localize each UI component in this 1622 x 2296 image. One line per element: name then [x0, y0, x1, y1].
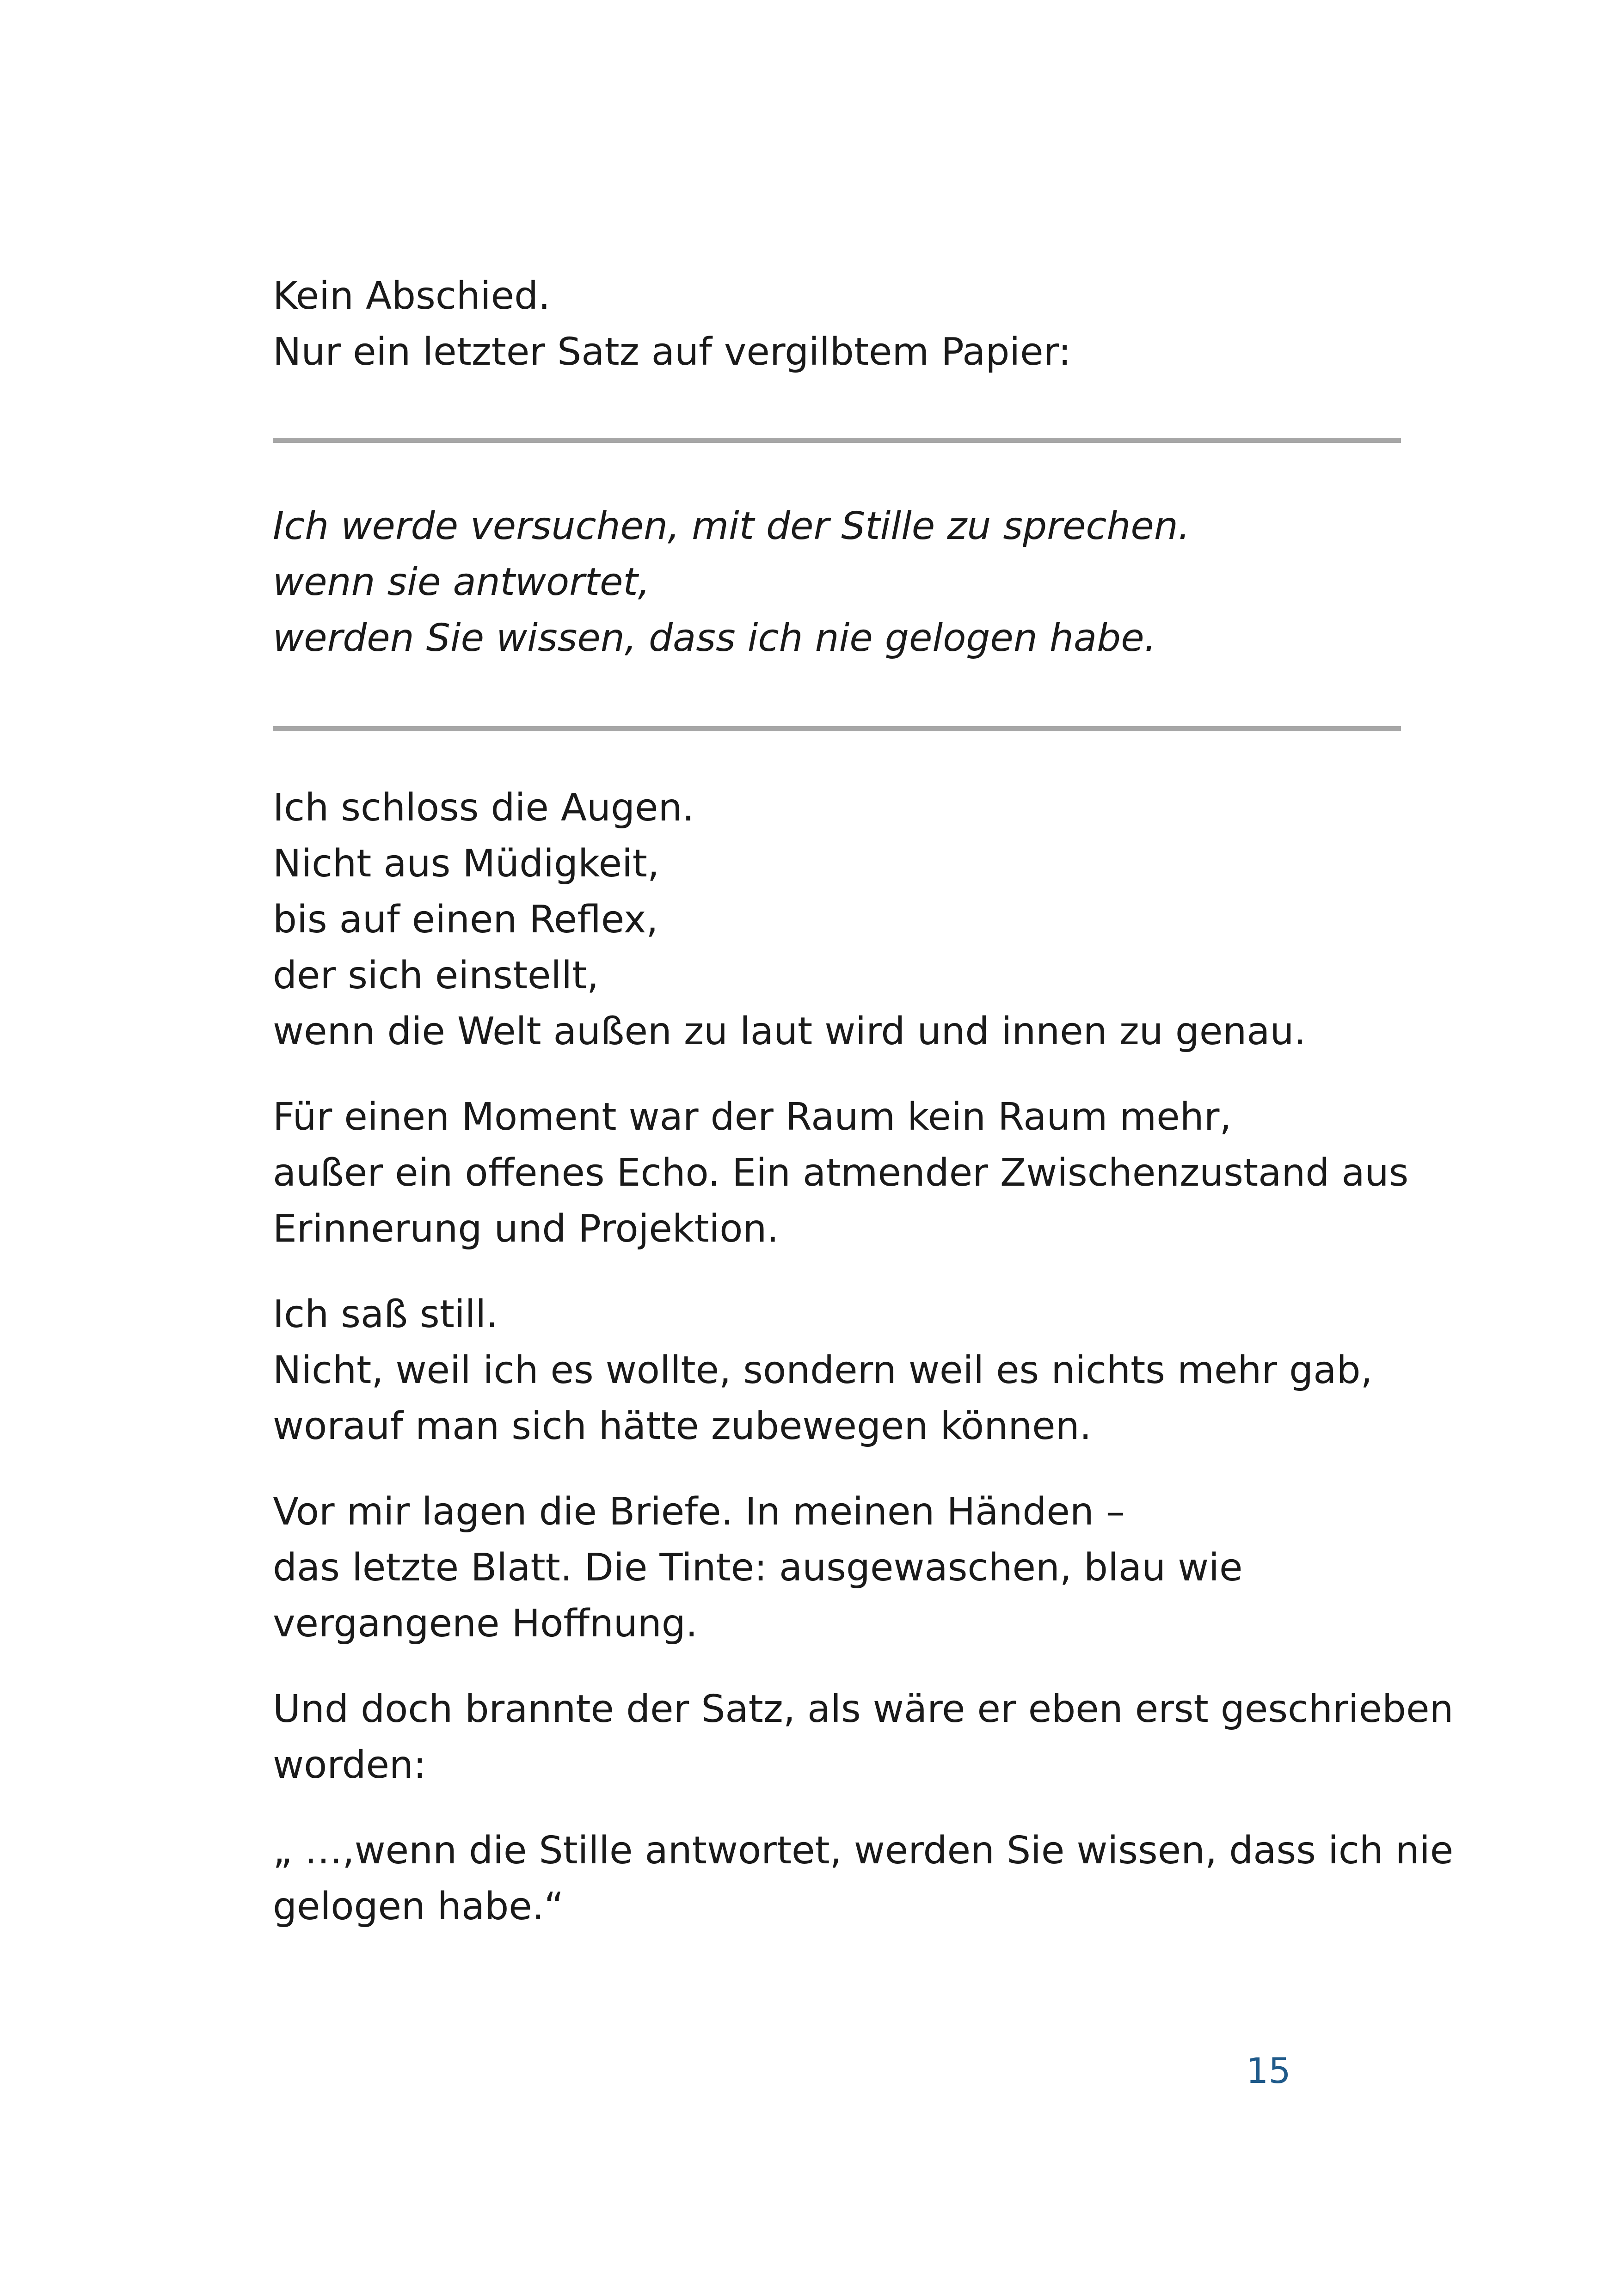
paragraph-line: Ich schloss die Augen.	[273, 786, 694, 830]
paragraph-line: das letzte Blatt. Die Tinte: ausgewaschen, blau wie	[273, 1546, 1243, 1590]
paragraph-line: außer ein offenes Echo. Ein atmender Zwischenzustand aus	[273, 1151, 1409, 1195]
paragraph-line: Nicht, weil ich es wollte, sondern weil es nichts mehr gab,	[273, 1348, 1373, 1392]
paragraph	[273, 1484, 1419, 1652]
page-number: 15	[1246, 2050, 1291, 2091]
quote-line: Ich werde versuchen, mit der Stille zu sprechen.	[273, 504, 1190, 548]
paragraph-line: „ …,wenn die Stille antwortet, werden Sie wissen, dass ich nie	[273, 1829, 1454, 1873]
paragraph-line: gelogen habe.“	[273, 1885, 564, 1929]
paragraph	[273, 1681, 1454, 1793]
paragraph-line: bis auf einen Reflex,	[273, 898, 658, 942]
paragraph	[273, 1089, 1419, 1257]
quote-line: wenn sie antwortet,	[273, 560, 650, 604]
paragraph-line: der sich einstellt,	[273, 954, 599, 998]
intro-line: Kein Abschied.	[273, 274, 551, 318]
paragraph-line: Und doch brannte der Satz, als wäre er eben erst geschrieben	[273, 1687, 1454, 1731]
quote-block	[273, 498, 1419, 666]
paragraph-line: wenn die Welt außen zu laut wird und innen zu genau.	[273, 1010, 1306, 1053]
page-content	[273, 268, 1454, 1935]
paragraph	[273, 780, 1419, 1059]
paragraph-line: Ich saß still.	[273, 1292, 498, 1336]
paragraph-line: Erinnerung und Projektion.	[273, 1207, 779, 1251]
paragraph-line: worauf man sich hätte zubewegen können.	[273, 1404, 1092, 1448]
paragraph-line: Für einen Moment war der Raum kein Raum mehr,	[273, 1095, 1232, 1139]
intro-block	[273, 268, 1419, 380]
horizontal-divider	[273, 726, 1401, 731]
horizontal-divider	[273, 438, 1401, 443]
paragraph-line: vergangene Hoffnung.	[273, 1602, 698, 1646]
paragraph-line: Vor mir lagen die Briefe. In meinen Händen –	[273, 1490, 1125, 1534]
intro-line: Nur ein letzter Satz auf vergilbtem Papier:	[273, 330, 1071, 374]
paragraph-line: worden:	[273, 1743, 426, 1787]
paragraph-line: Nicht aus Müdigkeit,	[273, 842, 660, 886]
paragraph	[273, 1286, 1419, 1454]
quote-line: werden Sie wissen, dass ich nie gelogen habe.	[273, 616, 1156, 660]
closing-quote-paragraph	[273, 1823, 1454, 1935]
